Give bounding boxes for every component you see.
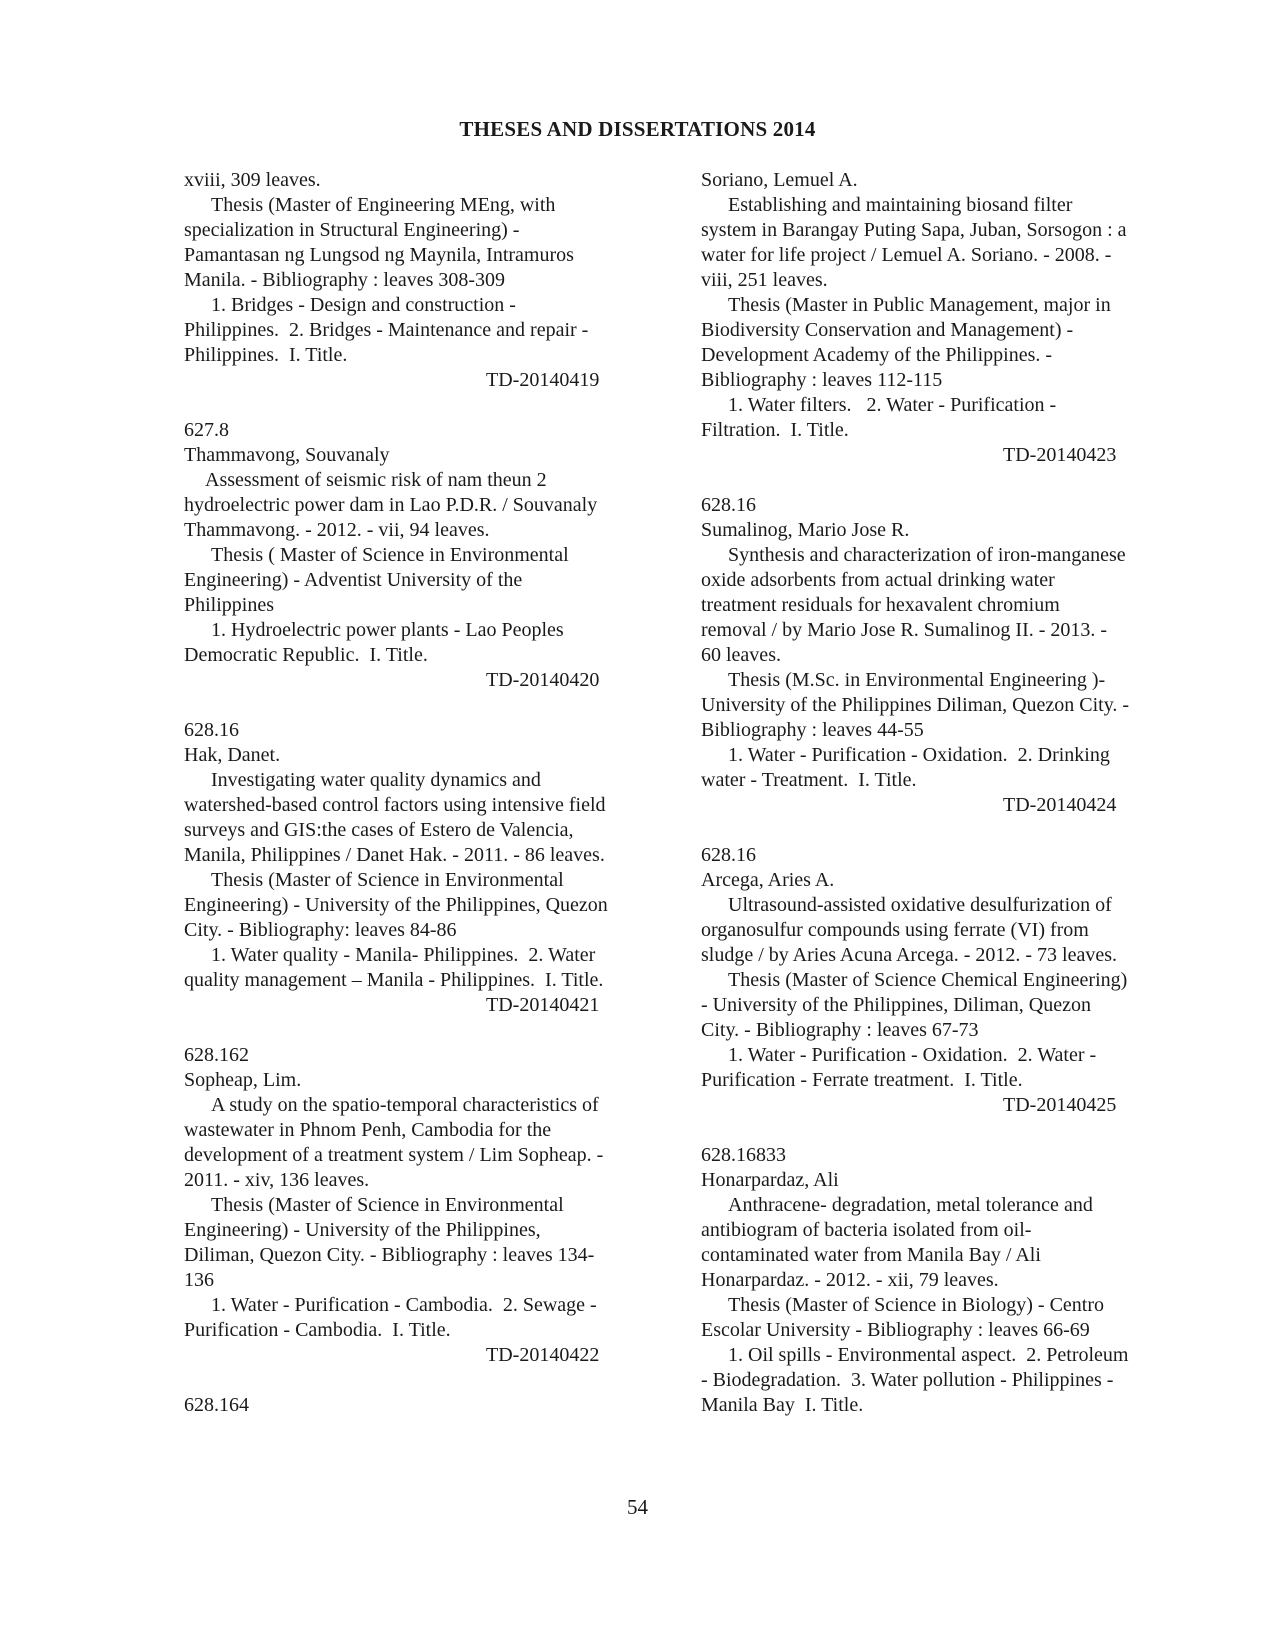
- title-statement: Manila, Philippines / Danet Hak. - 2011. - 86 leaves.: [184, 844, 605, 866]
- subject-headings: Philippines. 2. Bridges - Maintenance and repair -: [184, 319, 589, 341]
- title-statement: removal / by Mario Jose R. Sumalinog II. - 2013. -: [701, 619, 1108, 641]
- title-statement: Thammavong. - 2012. - vii, 94 leaves.: [184, 519, 490, 541]
- thesis-note: Thesis (Master of Science Chemical Engineering): [728, 969, 1128, 991]
- title-statement: Investigating water quality dynamics and: [211, 769, 541, 791]
- subject-headings: Purification - Cambodia. I. Title.: [184, 1319, 451, 1341]
- subject-headings: Purification - Ferrate treatment. I. Title.: [701, 1069, 1023, 1091]
- catalog-entry: [184, 168, 664, 393]
- thesis-note: Bibliography : leaves 112-115: [701, 369, 943, 391]
- thesis-note: Engineering) - University of the Philippines, Quezon: [184, 894, 608, 916]
- thesis-note: Thesis (Master of Science in Biology) - Centro: [728, 1294, 1105, 1316]
- subject-headings: water - Treatment. I. Title.: [701, 769, 917, 791]
- title-statement: water for life project / Lemuel A. Soriano. - 2008. -: [701, 244, 1112, 266]
- title-statement: oxide adsorbents from actual drinking water: [701, 569, 1055, 591]
- title-statement: development of a treatment system / Lim Sopheap. -: [184, 1144, 604, 1166]
- thesis-note: Thesis (Master of Science in Environmental: [211, 869, 564, 891]
- title-statement: organosulfur compounds using ferrate (VI) from: [701, 919, 1089, 941]
- title-statement: antibiogram of bacteria isolated from oil-: [701, 1219, 1032, 1241]
- call-number: 628.16: [701, 844, 756, 866]
- thesis-note: Thesis (Master in Public Management, major in: [728, 294, 1111, 316]
- thesis-note: Thesis (M.Sc. in Environmental Engineering )-: [728, 669, 1106, 691]
- call-number: 628.162: [184, 1044, 249, 1066]
- author: Thammavong, Souvanaly: [184, 444, 390, 466]
- thesis-note: - University of the Philippines, Diliman, Quezon: [701, 994, 1091, 1016]
- thesis-note: Bibliography : leaves 44-55: [701, 719, 924, 741]
- catalog-entry: [701, 493, 1191, 818]
- thesis-note: Thesis (Master of Science in Environmental: [211, 1194, 564, 1216]
- page-number: 54: [627, 1495, 648, 1519]
- thesis-note: Engineering) - Adventist University of the: [184, 569, 523, 591]
- accession-number: TD-20140419: [486, 369, 600, 391]
- left-column: [184, 168, 664, 1418]
- thesis-note: Pamantasan ng Lungsod ng Maynila, Intramuros: [184, 244, 574, 266]
- thesis-note: City. - Bibliography: leaves 84-86: [184, 919, 457, 941]
- thesis-note: Thesis ( Master of Science in Environmental: [211, 544, 569, 566]
- title-statement: watershed-based control factors using intensive field: [184, 794, 606, 816]
- title-statement: surveys and GIS:the cases of Estero de Valencia,: [184, 819, 574, 841]
- thesis-note: Manila. - Bibliography : leaves 308-309: [184, 269, 506, 291]
- catalog-entry: [701, 843, 1191, 1118]
- physical-description: viii, 251 leaves.: [701, 269, 828, 291]
- catalog-entry: [701, 1143, 1191, 1418]
- author: Soriano, Lemuel A.: [701, 169, 858, 191]
- title-statement: Synthesis and characterization of iron-manganese: [728, 544, 1126, 566]
- subject-headings: 1. Water - Purification - Oxidation. 2. Drinking: [728, 744, 1110, 766]
- thesis-note: Philippines: [184, 594, 275, 616]
- subject-headings: Manila Bay I. Title.: [701, 1394, 864, 1416]
- author: Arcega, Aries A.: [701, 869, 835, 891]
- thesis-note: 136: [184, 1269, 214, 1291]
- title-statement: Ultrasound-assisted oxidative desulfurization of: [728, 894, 1112, 916]
- subject-headings: 1. Water - Purification - Oxidation. 2. Water -: [728, 1044, 1097, 1066]
- title-statement: system in Barangay Puting Sapa, Juban, Sorsogon : a: [701, 219, 1127, 241]
- subject-headings: - Biodegradation. 3. Water pollution - Philippines -: [701, 1369, 1114, 1391]
- title-statement: wastewater in Phnom Penh, Cambodia for the: [184, 1119, 552, 1141]
- title-statement: A study on the spatio-temporal characteristics of: [211, 1094, 599, 1116]
- call-number: 628.164: [184, 1394, 249, 1416]
- thesis-note: Escolar University - Bibliography : leaves 66-69: [701, 1319, 1090, 1341]
- accession-number: TD-20140421: [486, 994, 600, 1016]
- title-statement: 2011. - xiv, 136 leaves.: [184, 1169, 370, 1191]
- call-number: 628.16: [184, 719, 239, 741]
- author: Hak, Danet.: [184, 744, 281, 766]
- thesis-note: University of the Philippines Diliman, Quezon City. -: [701, 694, 1130, 716]
- accession-number: TD-20140422: [486, 1344, 600, 1366]
- subject-headings: 1. Oil spills - Environmental aspect. 2. Petroleum: [728, 1344, 1129, 1366]
- call-number: 628.16: [701, 494, 756, 516]
- catalog-entry: [184, 718, 664, 1018]
- physical-description: 60 leaves.: [701, 644, 781, 666]
- title-statement: Establishing and maintaining biosand filter: [728, 194, 1073, 216]
- accession-number: TD-20140425: [1003, 1094, 1117, 1116]
- title-statement: Assessment of seismic risk of nam theun 2: [205, 469, 547, 491]
- physical-description: xviii, 309 leaves.: [184, 169, 321, 191]
- subject-headings: Democratic Republic. I. Title.: [184, 644, 428, 666]
- right-column: [701, 168, 1191, 1418]
- subject-headings: Philippines. I. Title.: [184, 344, 348, 366]
- author: Honarpardaz, Ali: [701, 1169, 839, 1191]
- author: Sopheap, Lim.: [184, 1069, 302, 1091]
- subject-headings: quality management – Manila - Philippines. I. Title.: [184, 969, 604, 991]
- catalog-entry: [184, 418, 664, 693]
- title-statement: sludge / by Aries Acuna Arcega. - 2012. - 73 leaves.: [701, 944, 1118, 966]
- subject-headings: 1. Water - Purification - Cambodia. 2. Sewage -: [211, 1294, 597, 1316]
- thesis-note: Diliman, Quezon City. - Bibliography : leaves 134-: [184, 1244, 595, 1266]
- thesis-note: specialization in Structural Engineering) -: [184, 219, 520, 241]
- title-statement: treatment residuals for hexavalent chromium: [701, 594, 1060, 616]
- accession-number: TD-20140424: [1003, 794, 1117, 816]
- catalog-entry: [184, 1393, 664, 1418]
- subject-headings: 1. Water quality - Manila- Philippines. 2. Water: [211, 944, 596, 966]
- accession-number: TD-20140423: [1003, 444, 1117, 466]
- title-statement: Anthracene- degradation, metal tolerance and: [728, 1194, 1093, 1216]
- accession-number: TD-20140420: [486, 669, 600, 691]
- thesis-note: City. - Bibliography : leaves 67-73: [701, 1019, 979, 1041]
- page-title: THESES AND DISSERTATIONS 2014: [459, 117, 816, 141]
- title-statement: Honarpardaz. - 2012. - xii, 79 leaves.: [701, 1269, 999, 1291]
- thesis-note: Engineering) - University of the Philippines,: [184, 1219, 541, 1241]
- subject-headings: 1. Bridges - Design and construction -: [211, 294, 516, 316]
- thesis-note: Biodiversity Conservation and Management) -: [701, 319, 1074, 341]
- catalog-entry: [184, 1043, 664, 1368]
- subject-headings: 1. Hydroelectric power plants - Lao Peoples: [211, 619, 564, 641]
- thesis-note: Thesis (Master of Engineering MEng, with: [211, 194, 556, 216]
- title-statement: contaminated water from Manila Bay / Ali: [701, 1244, 1041, 1266]
- call-number: 627.8: [184, 419, 229, 441]
- subject-headings: Filtration. I. Title.: [701, 419, 849, 441]
- title-statement: hydroelectric power dam in Lao P.D.R. / Souvanaly: [184, 494, 598, 516]
- author: Sumalinog, Mario Jose R.: [701, 519, 910, 541]
- thesis-note: Development Academy of the Philippines. -: [701, 344, 1053, 366]
- call-number: 628.16833: [701, 1144, 786, 1166]
- subject-headings: 1. Water filters. 2. Water - Purification -: [728, 394, 1057, 416]
- catalog-entry: [701, 168, 1191, 468]
